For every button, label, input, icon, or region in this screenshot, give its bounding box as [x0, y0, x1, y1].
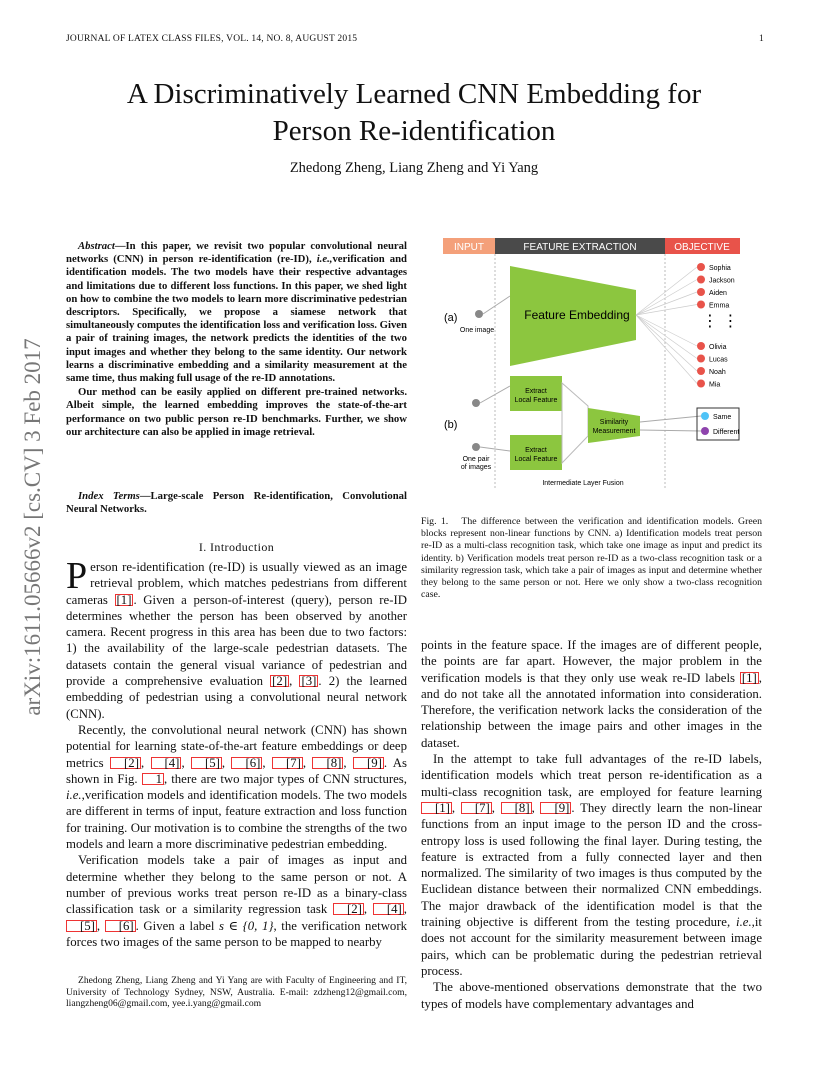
local-feature-label: Local Feature — [514, 456, 558, 463]
body-text: The above-mentioned observations demonstrate that the two types of models have complementary advantages and — [421, 980, 762, 1011]
label-a: (a) — [444, 312, 458, 324]
intro-text: . As shown in Fig. — [66, 755, 407, 786]
similarity-label: Similarity — [599, 419, 629, 426]
body-text: In the attempt to take full advantages of the re-ID labels, identification models which treat person re-identification as a multi-class recognition task, are employed for feature learning — [421, 752, 762, 799]
different-dot — [701, 427, 709, 435]
same-dot — [701, 412, 709, 420]
citation-link[interactable]: [5] — [66, 920, 97, 932]
citation-link[interactable]: [7] — [272, 757, 303, 769]
identity-dot — [697, 276, 705, 284]
identity-name: Noah — [709, 369, 726, 376]
fan-line — [636, 315, 697, 346]
identity-name: Emma — [709, 302, 730, 310]
intro-body: Person re-identification (re-ID) is usually viewed as an image retrieval problem, which matches pedestrians from different cameras [1] . Given a person-of-interest (query), person re-ID determines whether the person has been observed by another camera. Recent progress in this area has been due to two factors: 1) the availability of the large-scale pedestrian datasets. The datasets contain the general visual variance of pedestrian and provide a comprehensive evaluation [2] , [3] . 2) the learned embedding of pedestrian using a convolutional neural network (CNN). Recently, the convolutional neural network (CNN) has shown potential for learning state-of-the-art feature embeddings or deep metrics [2] , [4] , [5] , [6] , [7] , [8] , [9] . As shown in Fig. 1 , there are two major types of CNN structures, i.e.,verification models and identification models. The two models are different in terms of input, feature extraction and loss function for training. Our motivation is to combine the strengths of the two models and learn a more discriminative pedestrian embedding. Verification models take a pair of images as input and determine whether they belong to the same person or not. A number of previous works treat person re-ID as a binary-class classification task or a similarity regression task [2] , [4] , [5] , [6] . Given a label s ∈ {0, 1}, the verification network forces two images of the same person to be mapped to nearby — [66, 555, 407, 949]
identity-dot — [697, 301, 705, 309]
body-text: points in the feature space. If the images are of different people, the points are far apart. However, the major problem in the verification models is that they only use weak re-ID labels — [421, 638, 762, 685]
measurement-label: Measurement — [592, 428, 636, 435]
intro-text: , the verification network forces two images of the same person to be mapped to nearby — [66, 918, 407, 949]
citation-link[interactable]: [5] — [191, 757, 222, 769]
abstract-ie: i.e., — [316, 253, 333, 266]
of-images-label: of images — [460, 464, 492, 471]
identity-name: Aiden — [709, 290, 727, 297]
citation-link[interactable]: [6] — [231, 757, 262, 769]
intro-text: verification models and identification models. The two models are different in terms of input, feature extraction and loss function for training. Our motivation is to combine the strengths of the two models and learn a more discriminative pedestrian embedding. — [66, 788, 407, 852]
feature-embedding-label: Feature Embedding — [524, 308, 630, 322]
journal-name: JOURNAL OF LATEX CLASS FILES, VOL. 14, NO. 8, AUGUST 2015 — [66, 34, 358, 44]
identity-name: Jackson — [709, 277, 735, 285]
intro-text: , there are two major types of CNN structures, — [164, 771, 407, 786]
connector — [640, 416, 701, 422]
title-line-2: Person Re-identification — [272, 115, 556, 147]
local-feature-label: Local Feature — [514, 397, 558, 404]
caption-text: The difference between the verification and identification models. Green blocks represent non-linear functions by CNN. a) Identification models treat person re-ID as a multi-class recognition task, which take one image as input and predict its identity. b) Verification models treat person re-ID as a two-class recognition task or a similarity regression task, which take a pair of images as input and determine whether they belong to the same person or not. Here we only show a two-class recognition case. — [421, 516, 762, 601]
input-image-dot — [475, 310, 483, 318]
citation-link[interactable]: [2] — [333, 903, 364, 915]
citation-link[interactable]: [4] — [151, 757, 182, 769]
citation-link[interactable]: [1] — [741, 670, 757, 685]
citation-link[interactable]: [9] — [353, 757, 384, 769]
input-image-dot — [472, 443, 480, 451]
ellipsis-dots: ⋮ ⋮ — [702, 313, 739, 330]
architecture-diagram — [443, 238, 763, 496]
affiliation-footnote: Zhedong Zheng, Liang Zheng and Yi Yang are with Faculty of Engineering and IT, University of Technology Sydney, NSW, Australia. E-mail: zdzheng12@gmail.com, liangzheng06@gmail.com, yee.i.yang@gmail.com — [66, 975, 407, 1010]
body-text: . They directly learn the non-linear functions from an input image to the person ID and the cross-entropy loss is used following the final layer. During testing, the feature is extracted from a fully connected layer and then normalized. The similarity of two images is thus computed by the Euclidean distance between their normalized CNN embeddings. The major drawback of the identification model is that the training objective is different from the testing procedure, — [421, 800, 763, 930]
identity-dot — [697, 288, 705, 296]
citation-link[interactable]: [1] — [116, 592, 132, 607]
citation-link[interactable]: [1] — [421, 802, 452, 814]
extract-label: Extract — [525, 447, 547, 454]
title-line-1: A Discriminatively Learned CNN Embedding for — [126, 78, 702, 110]
arxiv-id: arXiv:1611.05666v2 [cs.CV] 3 Feb 2017 — [20, 338, 45, 716]
abstract-label: Abstract — [78, 240, 115, 252]
intro-text: Verification models take a pair of images as input and determine whether they belong to the same person or not. A number of previous works treat person re-ID as a binary-class classification task or a similarity regression task — [66, 853, 407, 917]
running-header — [66, 34, 764, 44]
abstract-text-1: —In this paper, we revisit two popular convolutional neural networks (CNN) in person re-identification (re-ID), — [66, 240, 407, 266]
index-terms-text: —Large-scale Person Re-identification, Convolutional Neural Networks. — [66, 490, 407, 516]
identity-dot — [697, 342, 705, 350]
identity-dot — [697, 263, 705, 271]
fan-line — [636, 315, 697, 384]
connector — [480, 386, 510, 403]
one-pair-label: One pair — [462, 456, 490, 463]
fan-line — [636, 315, 697, 371]
citation-link[interactable]: [7] — [461, 802, 492, 814]
label-b: (b) — [444, 419, 458, 431]
citation-link[interactable]: [6] — [105, 920, 136, 932]
intro-ie: i.e., — [66, 788, 85, 803]
header-input: INPUT — [454, 242, 484, 253]
authors: Zhedong Zheng, Liang Zheng and Yi Yang — [289, 160, 539, 176]
section-heading: I. Introduction — [198, 540, 275, 554]
paper-title — [60, 76, 768, 150]
fan-lines-a — [636, 267, 697, 384]
intermediate-label: Intermediate Layer Fusion — [542, 480, 624, 487]
citation-link[interactable]: [3] — [301, 674, 317, 689]
intro-text: erson re-identification (re-ID) is usually viewed as an image retrieval problem, which matches pedestrians from different cameras — [66, 560, 407, 607]
figure-caption — [421, 516, 762, 601]
fan-line — [636, 315, 697, 359]
abstract — [66, 240, 407, 439]
one-image-label: One image — [459, 327, 495, 334]
citation-link[interactable]: [9] — [540, 802, 571, 814]
intro-text: . Given a person-of-interest (query), person re-ID determines whether the person has been observed by another camera. Recent progress in this area has been due to two factors: 1) the availability of the large-scale pedestrian datasets. The datasets contain the general visual variance of pedestrian and provide a comprehensive evaluation — [66, 592, 407, 689]
index-terms — [66, 490, 407, 516]
citation-link[interactable]: [8] — [312, 757, 343, 769]
fusion-lines — [562, 383, 588, 463]
identity-dot — [697, 380, 705, 388]
extract-label: Extract — [525, 388, 547, 395]
abstract-para-2: Our method can be easily applied on different pre-trained networks. Albeit simple, the learned embedding improves the state-of-the-art performance on two public person re-ID benchmarks. Further, we show our architecture can also be applied in image retrieval. — [66, 386, 407, 438]
fan-line — [636, 292, 697, 315]
dropcap: P — [66, 555, 88, 597]
different-label: Different — [713, 429, 740, 436]
same-label: Same — [713, 414, 732, 421]
citation-link[interactable]: [2] — [272, 674, 288, 689]
figure-1 — [443, 238, 763, 496]
identity-name: Lucas — [709, 356, 728, 364]
intro-text: . Given a label — [135, 918, 220, 933]
header-objective: OBJECTIVE — [674, 242, 730, 253]
index-terms-label: Index Terms — [78, 490, 140, 502]
abstract-text-2: verification and identification models. The two models have their respective advantages and limitations due to different loss functions. In this paper, we shed light on how to combine the two models to learn more discriminative pedestrian descriptors. Specifically, we propose a siamese network that simultaneously computes the identification loss and verification loss. Given a pair of training images, the network predicts the identities of the two input images and whether they belong to the same identity. Our network learns a discriminative embedding and a similarity measurement at the same time, thus making full usage of the re-ID annotations. — [66, 253, 407, 385]
body-ie: i.e., — [736, 915, 755, 930]
intro-text: . 2) the learned embedding of pedestrian using a convolutional neural network (CNN). — [66, 674, 407, 721]
citation-link[interactable]: [2] — [110, 757, 141, 769]
identity-name: Sophia — [709, 265, 731, 272]
body-text: , and do not take all the annotated information into consideration. Therefore, the verification network lacks the consideration of the relationship between the image pairs and other images in the dataset. — [421, 670, 762, 750]
identity-name: Olivia — [709, 344, 727, 351]
body-text: it does not account for the similarity measurement between image pairs, which can be problematic during the pedestrian retrieval process. — [421, 915, 762, 978]
right-column-body: points in the feature space. If the images are of different people, the points are far apart. However, the major problem in the verification models is that they only use weak re-ID labels [1] , and do not take all the annotated information into consideration. Therefore, the verification network lacks the consideration of the relationship between the image pairs and other images in the dataset. In the attempt to take full advantages of the re-ID labels, identification models which treat person re-identification as a multi-class recognition task, are employed for feature learning [1] , [7] , [8] , [9] . They directly learn the non-linear functions from an input image to the person ID and the cross-entropy loss is used following the final layer. During testing, the feature is extracted from a fully connected layer and then normalized. The similarity of two images is thus computed by the Euclidean distance between their normalized CNN embeddings. The major drawback of the identification model is that the training objective is different from the testing procedure, i.e.,it does not account for the similarity measurement between image pairs, which can be problematic during the pedestrian retrieval process. The above-mentioned observations demonstrate that the two types of models have complementary advantages and — [421, 638, 763, 1011]
input-image-dot — [472, 399, 480, 407]
identity-dot — [697, 355, 705, 363]
figure-link[interactable]: 1 — [142, 773, 164, 785]
connector — [640, 430, 701, 431]
identity-list-bottom — [697, 342, 728, 389]
identity-list-top — [697, 263, 735, 310]
header-feature: FEATURE EXTRACTION — [523, 242, 637, 253]
fan-line — [636, 267, 697, 315]
intro-text: , — [289, 674, 300, 689]
page-number: 1 — [759, 34, 764, 44]
citation-link[interactable]: [4] — [373, 903, 404, 915]
identity-dot — [697, 367, 705, 375]
arxiv-stamp — [18, 297, 48, 757]
connector — [483, 296, 510, 314]
intro-text: Recently, the convolutional neural network (CNN) has shown potential for learning state-of-the-art feature embeddings or deep metrics — [66, 722, 407, 770]
math-label: s ∈ {0, 1} — [219, 918, 274, 933]
identity-name: Mia — [709, 381, 721, 389]
caption-label: Fig. 1. — [421, 516, 449, 527]
citation-link[interactable]: [8] — [501, 802, 532, 814]
